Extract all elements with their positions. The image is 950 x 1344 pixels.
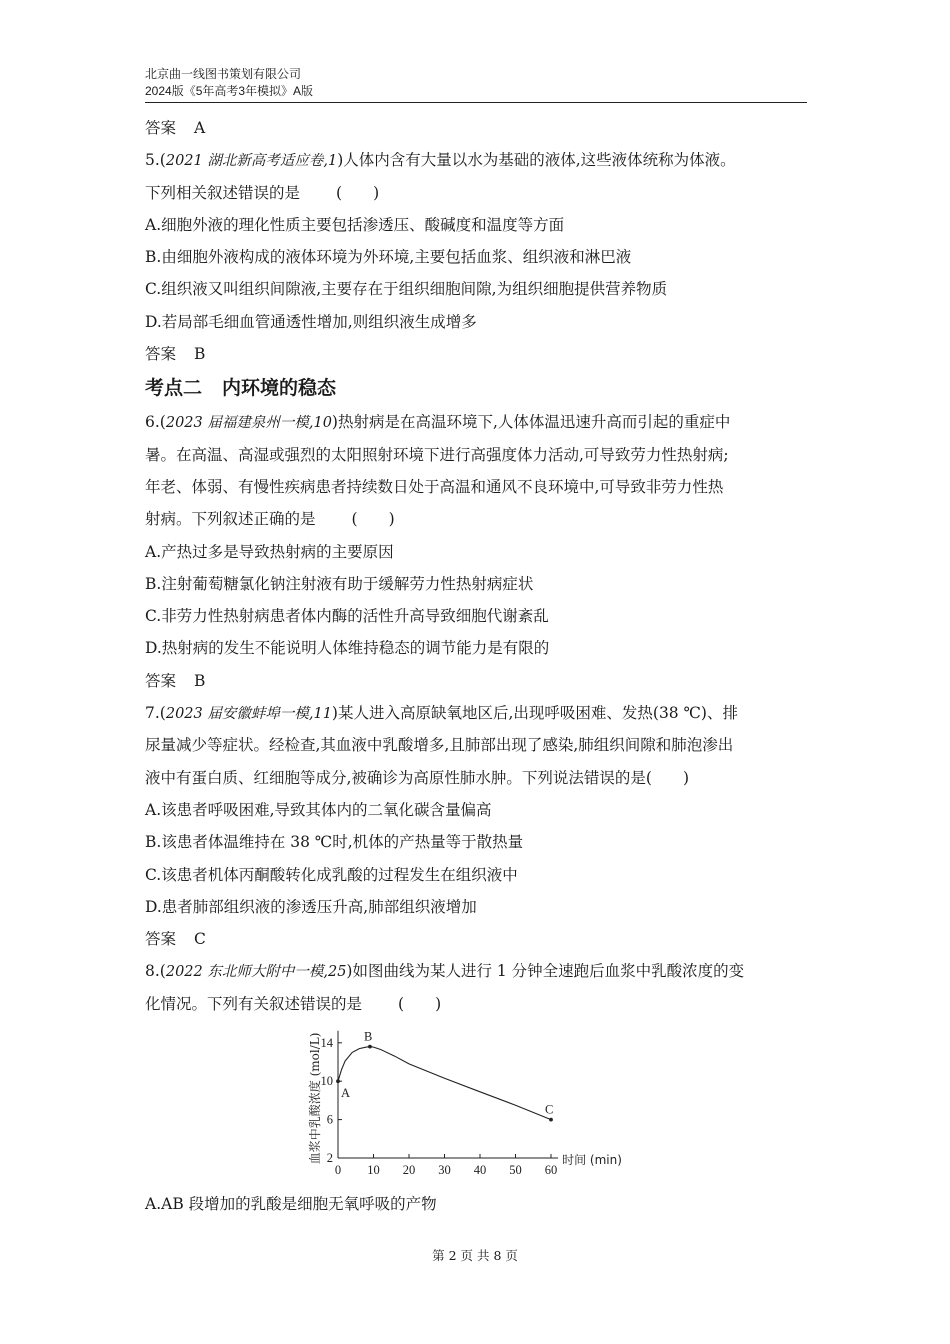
question-7: [145, 697, 807, 955]
answer-value: B: [194, 671, 206, 690]
answer-blank: ( ): [351, 510, 395, 529]
point-label-b: B: [363, 1029, 373, 1044]
q6-source: 2023 届福建泉州一模,10: [165, 415, 332, 432]
q7-option-b: B.该患者体温维持在 38 ℃时,机体的产热量等于散热量: [145, 833, 524, 852]
q6-stem: )热射病是在高温环境下,人体体温迅速升高而引起的重症中: [331, 413, 731, 432]
q5-option-d: D.若局部毛细血管通透性增加,则组织液生成增多: [145, 312, 477, 331]
x-tick-label: 50: [509, 1163, 522, 1178]
q7-option-a: A.该患者呼吸困难,导致其体内的二氧化碳含量偏高: [145, 800, 492, 819]
answer-label: 答案: [145, 930, 177, 949]
q7-stem-line2: 尿量减少等症状。经检查,其血液中乳酸增多,且肺部出现了感染,肺组织间隙和肺泡渗出: [145, 736, 734, 755]
point-c: [549, 1118, 553, 1122]
q5-option-a: A.细胞外液的理化性质主要包括渗透压、酸碱度和温度等方面: [145, 215, 565, 234]
section-number: 考点二: [145, 377, 203, 400]
page-header: [145, 66, 807, 100]
q8-option-a: A.AB 段增加的乳酸是细胞无氧呼吸的产物: [145, 1195, 437, 1214]
x-tick-label: 20: [402, 1163, 416, 1178]
q7-stem-line1: [145, 697, 807, 729]
x-tick-label: 60: [544, 1163, 558, 1178]
answer-value: C: [194, 930, 206, 949]
q5-stem-line2: [145, 177, 807, 209]
answer-label: 答案: [145, 345, 177, 364]
q7-number: 7.(: [145, 704, 166, 723]
lactate-chart: [145, 1020, 807, 1188]
q7-option-c: C.该患者机体丙酮酸转化成乳酸的过程发生在组织液中: [145, 865, 518, 884]
answer-q7: [145, 923, 807, 955]
point-label-a: A: [341, 1086, 351, 1101]
q5-number: 5.(: [145, 151, 166, 170]
y-axis-label: 血浆中乳酸浓度 (mol/L): [308, 1032, 322, 1165]
q5-stem: )人体内含有大量以水为基础的液体,这些液体统称为体液。: [337, 151, 736, 170]
answer-blank: ( ): [398, 994, 442, 1013]
question-5: [145, 144, 807, 370]
chart-svg: [305, 1020, 665, 1186]
q6-option-d: D.热射病的发生不能说明人体维持稳态的调节能力是有限的: [145, 639, 550, 658]
x-tick-label: 30: [438, 1163, 451, 1178]
q6-option-b: B.注射葡萄糖氯化钠注射液有助于缓解劳力性热射病症状: [145, 574, 534, 593]
q7-stem: )某人进入高原缺氧地区后,出现呼吸困难、发热(38 ℃)、排: [331, 704, 738, 723]
q7-stem-line3: 液中有蛋白质、红细胞等成分,被确诊为高原性肺水肿。下列说法错误的是( ): [145, 768, 690, 787]
point-label-c: C: [545, 1102, 554, 1117]
q7-option-d: D.患者肺部组织液的渗透压升高,肺部组织液增加: [145, 897, 477, 916]
x-tick-label: 40: [473, 1163, 487, 1178]
section-title: 内环境的稳态: [222, 377, 337, 400]
q6-stem-line3: 年老、体弱、有慢性疾病患者持续数日处于高温和通风不良环境中,可导致非劳力性热: [145, 477, 724, 496]
q6-stem-line2: 暑。在高温、高湿或强烈的太阳照射环境下进行高强度体力活动,可导致劳力性热射病;: [145, 445, 729, 464]
y-tick-label: 10: [320, 1074, 333, 1089]
q8-number: 8.(: [145, 962, 166, 981]
q5-option-b: B.由细胞外液构成的液体环境为外环境,主要包括血浆、组织液和淋巴液: [145, 248, 632, 267]
q6-stem-cont: 射病。下列叙述正确的是: [145, 510, 316, 529]
q8-stem-cont: 化情况。下列有关叙述错误的是: [145, 994, 363, 1013]
answer-q5: [145, 338, 807, 370]
page-content: [145, 112, 807, 1220]
answer-value: A: [194, 119, 206, 137]
q8-stem: )如图曲线为某人进行 1 分钟全速跑后血浆中乳酸浓度的变: [346, 962, 745, 981]
q8-stem-line2: [145, 988, 807, 1020]
answer-label: 答案: [145, 119, 177, 137]
q5-source: 2021 湖北新高考适应卷,1: [165, 153, 338, 170]
x-tick-label: 10: [367, 1163, 380, 1178]
answer-q6: [145, 665, 807, 697]
y-tick-label: 6: [326, 1112, 333, 1127]
answer-q4: [145, 112, 807, 144]
q6-option-a: A.产热过多是导致热射病的主要原因: [145, 542, 394, 561]
q5-stem-cont: 下列相关叙述错误的是: [145, 183, 301, 202]
q5-stem-line1: [145, 144, 807, 176]
answer-label: 答案: [145, 671, 177, 690]
q8-stem-line1: [145, 955, 807, 987]
page-footer: 第 2 页 共 8 页: [432, 1248, 518, 1263]
question-6: [145, 406, 807, 697]
q8-source: 2022 东北师大附中一模,25: [165, 964, 347, 981]
answer-value: B: [194, 345, 206, 364]
y-tick-label: 2: [326, 1151, 333, 1166]
q7-source: 2023 届安徽蚌埠一模,11: [165, 706, 332, 723]
q6-option-c: C.非劳力性热射病患者体内酶的活性升高导致细胞代谢紊乱: [145, 607, 549, 626]
header-publisher: 北京曲一线图书策划有限公司: [145, 67, 302, 81]
point-b: [368, 1045, 372, 1049]
q5-option-c: C.组织液又叫组织间隙液,主要存在于组织细胞间隙,为组织细胞提供营养物质: [145, 280, 668, 299]
q6-stem-line1: [145, 406, 807, 438]
question-8: [145, 955, 807, 1220]
q6-number: 6.(: [145, 413, 166, 432]
header-edition: 2024版《5年高考3年模拟》A版: [145, 84, 314, 98]
x-tick-label: 0: [334, 1163, 342, 1178]
y-tick-label: 14: [320, 1035, 333, 1050]
lactate-curve: [338, 1047, 554, 1120]
answer-blank: ( ): [336, 183, 380, 202]
point-a: [336, 1079, 340, 1083]
header-divider: [145, 102, 807, 103]
q6-stem-line4: [145, 503, 807, 535]
x-axis-label: 时间 (min): [562, 1153, 622, 1168]
section-heading: [145, 370, 807, 406]
